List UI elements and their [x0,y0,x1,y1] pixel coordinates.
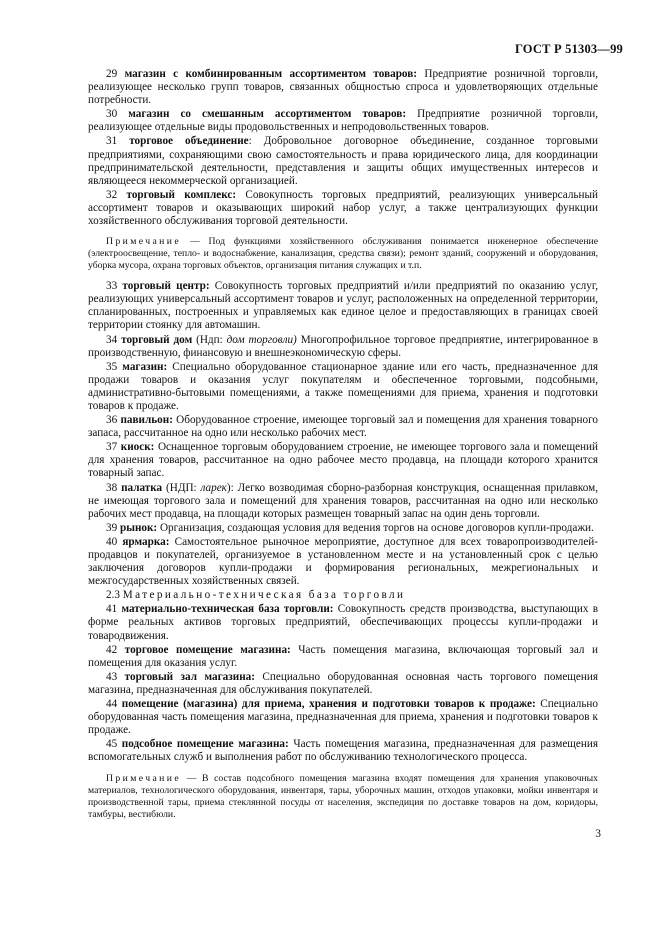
term-30 [88,108,598,134]
term-alias: дом торговли) [226,333,297,346]
term-definition: Оборудованное строение, имеющее торговый зал и помещения для хранения товарного запаса, рассчитанное на одно или несколько рабочих мест. [88,414,599,440]
term-39 [88,522,598,535]
term-definition: Самостоятельное рыночное мероприятие, доступное для всех товаропроизводителей-продавцов и покупателей, организуемое в установленном месте и на установленный срок с целью заключения договоров купли-продажи и формирования региональных, межрегиональных и межгосударственных хозяйственных связей. [88,535,599,588]
note-2 [88,773,598,821]
term-number: 45 [106,738,118,751]
term-number: 35 [106,360,118,373]
term-31 [88,135,598,187]
term-alias: ларек [200,481,227,494]
term-number: 44 [106,698,118,711]
term-definition: Часть помещения магазина, предназначенная для размещения вспомогательных служб и выполнения работ по обслуживанию технологического процесса. [88,738,599,764]
note-1 [88,236,598,272]
term-42 [88,644,598,670]
term-definition: Часть помещения магазина, включающая торговый зал и помещения для оказания услуг. [88,643,598,669]
term-29 [88,68,598,107]
term-number: 37 [106,441,118,454]
term-41 [88,603,598,642]
term-title: торговое помещение магазина: [124,643,291,656]
term-definition: : Добровольное договорное объединение, созданное торговыми предприятиями, сохраняющими свою самостоятельность и права юридического лица, для координации предпринимательской деятельности, представления и защиты общих имущественных интересов и являющееся некоммерческой организацией. [88,135,599,187]
term-title: торговый центр: [122,280,210,293]
term-definition: Оснащенное торговым оборудованием строение, не имеющее торгового зала и помещений для хранения товаров, рассчитанное на одно рабочее место продавца, на площади которого хранится товарный запас. [88,441,598,480]
term-definition: ): Легко возводимая сборно-разборная конструкция, оснащенная прилавком, не имеющая торгового зала и помещений для хранения товаров, рассчитанная на одно или несколько рабочих мест продавца, на площади которых размещен товарный запас на один день торговли. [88,481,599,520]
term-36 [88,414,598,440]
term-number: 30 [106,108,118,121]
term-definition: Организация, создающая условия для ведения торгов на основе договоров купли-продажи. [157,521,594,534]
note-label: Примечание [106,772,182,784]
term-title: магазин: [122,360,168,373]
term-number: 42 [106,643,118,656]
term-number: 39 [106,521,118,534]
term-title: палатка [121,481,163,494]
term-33: 33 торговый центр: Совокупность торговых предприятий и/или предприятий по оказанию услуг, реализующих универсальный ассортимент товаров и услуг, расположенных на определенной территории, спланированных, построенных и управляемых как единое целое и предоставляющих в границах своей территории стоянку для автомашин. [88,280,598,332]
term-number: 29 [106,68,118,80]
term-title: рынок: [119,521,158,534]
document-body [88,68,598,821]
term-definition: Многопрофильное торговое предприятие, интегрированное в производственную, финансовую и внешнеэкономическую сферы. [88,333,599,359]
page-number: 3 [595,828,601,840]
term-definition: Совокупность торговых предприятий и/или предприятий по оказанию услуг, реализующих универсальный ассортимент товаров и услуг, расположенных на определенной территории, спланированных, построенных и управляемых как единое целое и предоставляющих в границах своей территории стоянку для автомашин. [88,280,598,332]
term-definition: Специально оборудованная основная часть торгового помещения магазина, предназначенная для обслуживания покупателей. [88,670,598,696]
term-definition: Специально оборудованное стационарное здание или его часть, предназначенное для продажи товаров и оказания услуг покупателям и обеспеченное торговыми, подсобными, административно-бытовыми помещениями, а также помещениями для приема, хранения и подготовки товаров к продаже. [88,360,598,412]
term-title: киоск: [120,441,155,454]
note-text: — Под функциями хозяйственного обслуживания понимается инженерное обеспечение (электроосвещение, тепло- и водоснабжение, канализация, средства связи); ремонт зданий, сооружений и оборудования, уборка мусора, охрана торговых объектов, организация питания служащих и т.п. [88,236,598,272]
term-definition: Совокупность торговых предприятий, реализующих универсальный ассортимент товаров и оказывающих широкий набор услуг, а также централизующих функции хозяйственного обслуживания торговой деятельности. [88,188,598,228]
term-title: торговый зал магазина: [124,670,255,683]
term-number: 43 [106,670,118,683]
term-40 [88,536,598,588]
term-number: 40 [106,535,118,548]
term-34: 34 торговый дом (Ндп: дом торговли) Многопрофильное торговое предприятие, интегрированное в производственную, финансовую и внешнеэкономическую сферы. [88,333,599,359]
term-43 [88,671,598,697]
term-title: помещение (магазина) для приема, хранения и подготовки товаров к продаже: [121,698,536,711]
term-38: 38 палатка (НДП: ларек): Легко возводимая сборно-разборная конструкция, оснащенная прилавком, не имеющая торгового зала и помещений для хранения товаров, рассчитанная на одно или несколько рабочих мест продавца, на площади которых размещен товарный запас на один день торговли. [88,481,599,520]
term-35 [88,361,598,413]
section-title: Материально-техническая база торговли [122,589,406,602]
note-text: — В состав подсобного помещения магазина входят помещения для хранения упаковочных материалов, технологического оборудования, инвентаря, тары, уборочных машин, отходов упаковки, мойки инвентаря и производственной тары, приема стеклянной посуды от населения, экспедиция по доставке товаров на дом, коридоры, тамбуры, вестибюли. [88,772,598,820]
term-title: подсобное помещение магазина: [121,738,289,751]
term-title: магазин с комбинированным ассортиментом товаров: [124,68,418,80]
term-title: торговый комплекс: [126,188,237,201]
term-title: ярмарка: [122,535,170,548]
term-45 [88,738,598,764]
term-37 [88,441,598,480]
term-44 [88,698,598,737]
term-title: материально-техническая база торговли: [121,603,334,616]
term-number: 36 [106,414,118,427]
term-definition: Предприятие розничной торговли, реализующее несколько групп товаров, связанных общностью спроса и удовлетворяющих отдельные потребности. [88,68,599,107]
term-definition: Предприятие розничной торговли, реализующее отдельные виды продовольственных и непродовольственных товаров. [88,108,598,134]
term-definition: Специально оборудованная часть помещения магазина, предназначенная для приема, хранения и подготовки товаров к продаже. [88,698,599,737]
term-number: 31 [106,135,118,148]
term-number: 32 [106,188,118,201]
document-code: ГОСТ Р 51303—99 [514,42,623,56]
term-title: павильон: [120,414,173,427]
term-title: торговый дом [121,333,193,346]
term-title: торговое объединение [129,135,249,148]
note-label: Примечание [106,236,182,248]
term-32 [88,189,598,228]
term-title: магазин со смешанным ассортиментом товаров: [128,108,407,121]
section-heading: 2.3 Материально-техническая база торговли [106,589,406,602]
term-number: 41 [106,603,118,616]
term-definition: Совокупность средств производства, выступающих в форме реальных активов торговых предприятий, обеспечивающих процессы купли-продажи и товародвижения. [88,603,598,642]
